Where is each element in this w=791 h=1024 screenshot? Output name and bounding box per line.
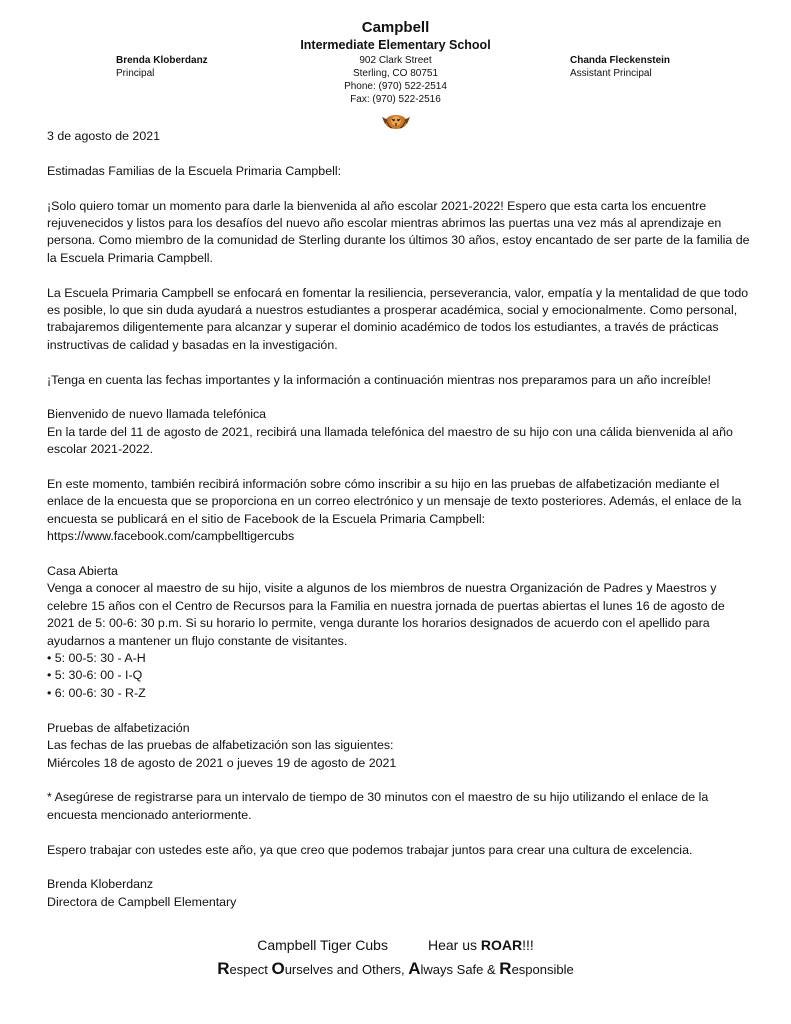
registration-note: * Asegúrese de registrarse para un intervalo de tiempo de 30 minutos con el maestro de su hijo utilizando el enlace de la encuesta mencionado anteriormente. xyxy=(47,790,709,822)
acronym-r2-rest: esponsible xyxy=(511,962,574,977)
survey-section xyxy=(47,476,752,546)
open-house-slot: • 5: 00-5: 30 - A-H xyxy=(47,650,752,667)
welcome-call-heading: Bienvenido de nuevo llamada telefónica xyxy=(47,407,267,422)
address-street: 902 Clark Street xyxy=(359,55,432,66)
welcome-paragraph: ¡Solo quiero tomar un momento para darle la bienvenida al año escolar 2021-2022! Espero que esta carta los encuentre rejuvenecidos y listos para los desafíos del nuevo año escolar mientras abrimos las puertas una vez más al aprendizaje en persona. Como miembro de la comunidad de Sterling durante los últimos 30 años, estoy encantado de ser parte de la familia de la Escuela Primaria Campbell. xyxy=(47,198,750,265)
literacy-heading: Pruebas de alfabetización xyxy=(47,720,190,735)
signature-title: Directora de Campbell Elementary xyxy=(47,894,237,909)
survey-text: En este momento, también recibirá información sobre cómo inscribir a su hijo en las pruebas de alfabetización mediante el enlace de la encuesta que se proporciona en un correo electrónico y un mensaje de texto posteriores. Además, el enlace de la encuesta se publicará en el sitio de Facebook de la Escuela Primaria Campbell: xyxy=(47,477,742,526)
motto-tiger-cubs: Campbell Tiger Cubs xyxy=(257,937,388,953)
motto-hear-us: Hear us xyxy=(427,937,481,953)
principal-name: Brenda Kloberdanz xyxy=(116,55,208,66)
facebook-link[interactable]: https://www.facebook.com/campbelltigercubs xyxy=(47,529,295,544)
footer-motto xyxy=(0,937,791,953)
school-address xyxy=(0,54,791,106)
acronym-o: O xyxy=(271,959,285,978)
open-house-slot: • 5: 30-6: 00 - I-Q xyxy=(47,667,752,684)
open-house-heading: Casa Abierta xyxy=(47,564,118,579)
acronym-r1: R xyxy=(217,959,230,978)
open-house-text: Venga a conocer al maestro de su hijo, visite a algunos de los miembros de nuestra Organización de Padres y Maestros y celebre 15 años con el Centro de Recursos para la Familia en nuestra jornada de puertas abiertas el lunes 16 de agosto de 2021 de 5: 00-6: 30 p.m. Si su horario lo permite, venga durante los horarios designados de acuerdo con el apellido para ayudarnos a mantener un flujo constante de visitantes. xyxy=(47,581,725,648)
open-house-slot: • 6: 00-6: 30 - R-Z xyxy=(47,685,752,702)
assistant-principal-name: Chanda Fleckenstein xyxy=(570,55,671,66)
mission-paragraph: La Escuela Primaria Campbell se enfocará en fomentar la resiliencia, perseverancia, valor, empatía y la mentalidad de que todo es posible, lo que sin duda ayudará a nuestros estudiantes a prosperar académica, social y emocionalmente. Como personal, trabajaremos diligentemente para alcanzar y superar el dominio académico de todos los estudiantes, a través de prácticas instructivas de calidad y basadas en la investigación. xyxy=(47,285,749,352)
principal-title: Principal xyxy=(116,68,155,79)
letter-date: 3 de agosto de 2021 xyxy=(47,129,160,143)
acronym-o-rest: urselves and Others, xyxy=(284,962,409,977)
closing-paragraph: Espero trabajar con ustedes este año, ya que creo que podemos trabajar juntos para crear una cultura de excelencia. xyxy=(47,842,693,857)
letter-greeting: Estimadas Familias de la Escuela Primaria Campbell: xyxy=(47,163,342,178)
dates-intro-paragraph: ¡Tenga en cuenta las fechas importantes y la información a continuación mientras nos preparamos para un año increíble! xyxy=(47,372,711,387)
letter-body xyxy=(47,128,752,929)
acronym-r1-rest: espect xyxy=(229,962,272,977)
address-fax: Fax: (970) 522-2516 xyxy=(350,94,441,105)
school-name: Campbell xyxy=(361,19,430,36)
address-city: Sterling, CO 80751 xyxy=(352,68,439,79)
motto-exclaim: !!! xyxy=(522,937,534,953)
assistant-principal-contact xyxy=(570,54,670,80)
footer-roar-acronym xyxy=(0,959,791,979)
assistant-principal-title: Assistant Principal xyxy=(570,68,652,79)
literacy-line1: Las fechas de las pruebas de alfabetización son las siguientes: xyxy=(47,738,394,753)
school-subtitle: Intermediate Elementary School xyxy=(300,38,491,52)
signature-block xyxy=(47,876,752,911)
open-house-slot-list xyxy=(47,650,752,702)
literacy-section xyxy=(47,720,752,772)
motto-roar: ROAR xyxy=(480,937,523,953)
acronym-r2: R xyxy=(499,959,512,978)
welcome-call-text: En la tarde del 11 de agosto de 2021, recibirá una llamada telefónica del maestro de su hijo con una cálida bienvenida al año escolar 2021-2022. xyxy=(47,424,733,457)
address-phone: Phone: (970) 522-2514 xyxy=(344,81,447,92)
acronym-a: A xyxy=(408,959,421,978)
welcome-call-section xyxy=(47,406,752,458)
signature-name: Brenda Kloberdanz xyxy=(47,877,154,892)
open-house-section xyxy=(47,563,752,650)
literacy-dates: Miércoles 18 de agosto de 2021 o jueves 19 de agosto de 2021 xyxy=(47,755,397,770)
acronym-a-rest: lways Safe & xyxy=(420,962,500,977)
